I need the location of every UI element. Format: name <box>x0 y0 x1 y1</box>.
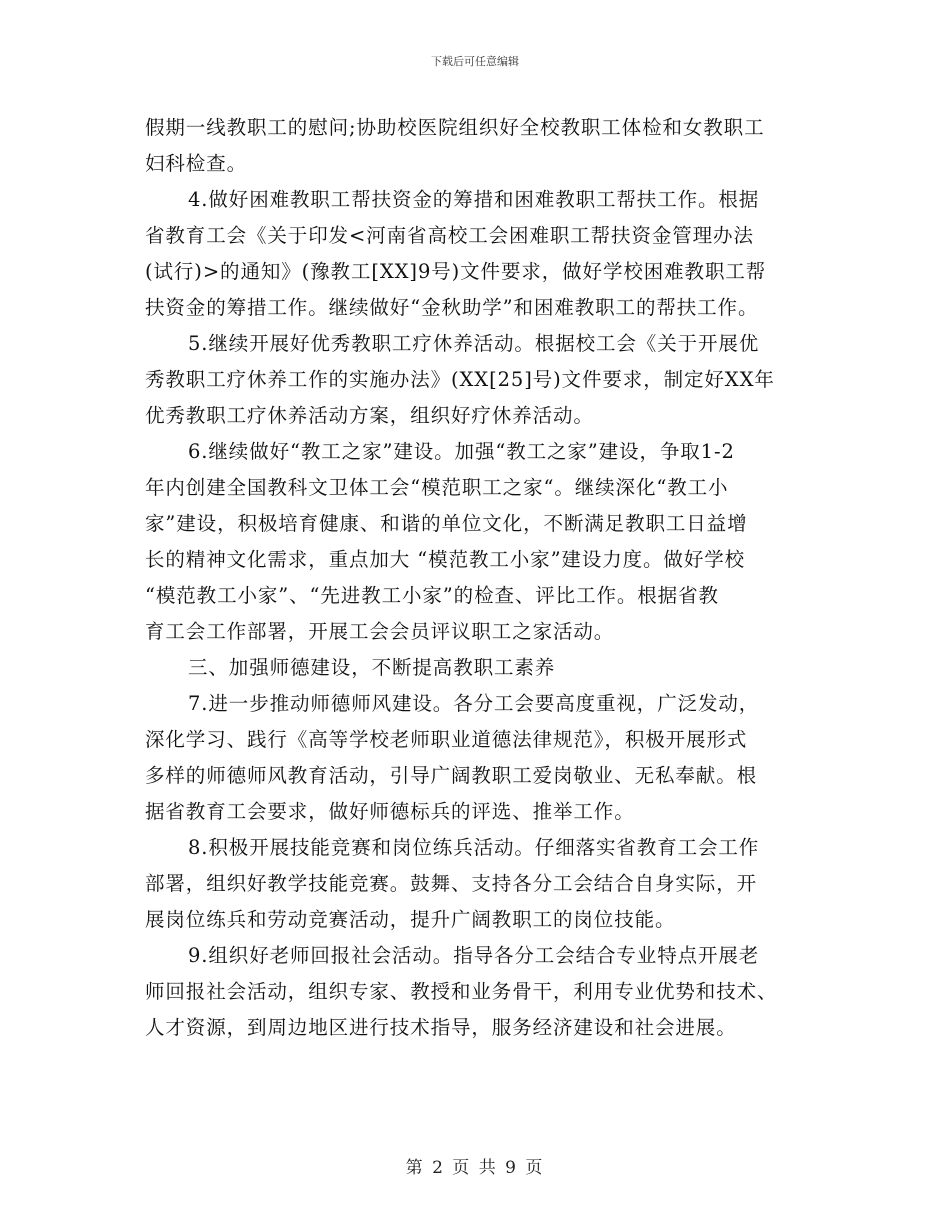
text-line: 妇科检查。 <box>145 152 248 175</box>
paragraph-8-start: 8.积极开展技能竞赛和岗位练兵活动。仔细落实省教育工会工作 <box>188 836 760 859</box>
text-line: 秀教职工疗休养工作的实施办法》(XX[25]号)文件要求，制定好XX年 <box>145 368 775 391</box>
paragraph-4-start: 4.做好困难教职工帮扶资金的筹措和困难教职工帮扶工作。根据 <box>188 188 760 211</box>
paragraph-9-start: 9.组织好老师回报社会活动。指导各分工会结合专业特点开展老 <box>188 944 760 967</box>
text-line: 人才资源，到周边地区进行技术指导，服务经济建设和社会进展。 <box>145 1016 737 1039</box>
paragraph-6-start: 6.继续做好“教工之家”建设。加强“教工之家”建设，争取1-2 <box>188 440 735 463</box>
section-heading: 三、加强师德建设，不断提高教职工素养 <box>188 656 556 679</box>
text-line: 据省教育工会要求，做好师德标兵的评选、推举工作。 <box>145 800 635 823</box>
text-line: 扶资金的筹措工作。继续做好“金秋助学”和困难教职工的帮扶工作。 <box>145 296 759 319</box>
text-line: 假期一线教职工的慰问;协助校医院组织好全校教职工体检和女教职工 <box>145 116 765 139</box>
text-line: 多样的师德师风教育活动，引导广阔教职工爱岗敬业、无私奉献。根 <box>145 764 758 787</box>
paragraph-5-start: 5.继续开展好优秀教职工疗休养活动。根据校工会《关于开展优 <box>188 332 760 355</box>
page-number-footer: 第 2 页 共 9 页 <box>405 1158 545 1178</box>
paragraph-7-start: 7.进一步推动师德师风建设。各分工会要高度重视，广泛发动， <box>188 692 760 715</box>
text-line: 长的精神文化需求，重点加大 “模范教工小家”建设力度。做好学校 <box>145 548 746 571</box>
text-line: 深化学习、践行《高等学校老师职业道德法律规范》，积极开展形式 <box>145 728 748 751</box>
text-line: 部署，组织好教学技能竞赛。鼓舞、支持各分工会结合自身实际，开 <box>145 872 758 895</box>
text-line: 育工会工作部署，开展工会会员评议职工之家活动。 <box>145 620 615 643</box>
text-line: 师回报社会活动，组织专家、教授和业务骨干，利用专业优势和技术、 <box>145 980 778 1003</box>
document-body <box>145 110 810 1046</box>
text-line: 年内创建全国教科文卫体工会“模范职工之家“。继续深化“教工小 <box>145 476 729 499</box>
text-line: 优秀教职工疗休养活动方案，组织好疗休养活动。 <box>145 404 594 427</box>
text-line: 家”建设，积极培育健康、和谐的单位文化，不断满足教职工日益增 <box>145 512 748 535</box>
text-line: (试行)>的通知》(豫教工[XX]9号)文件要求，做好学校困难教职工帮 <box>145 260 767 283</box>
text-line: “模范教工小家”、“先进教工小家”的检查、评比工作。根据省教 <box>145 584 719 607</box>
page-header: 下载后可任意编辑 <box>431 55 519 68</box>
text-line: 展岗位练兵和劳动竞赛活动，提升广阔教职工的岗位技能。 <box>145 908 676 931</box>
text-line: 省教育工会《关于印发<河南省高校工会困难职工帮扶资金管理办法 <box>145 224 754 247</box>
